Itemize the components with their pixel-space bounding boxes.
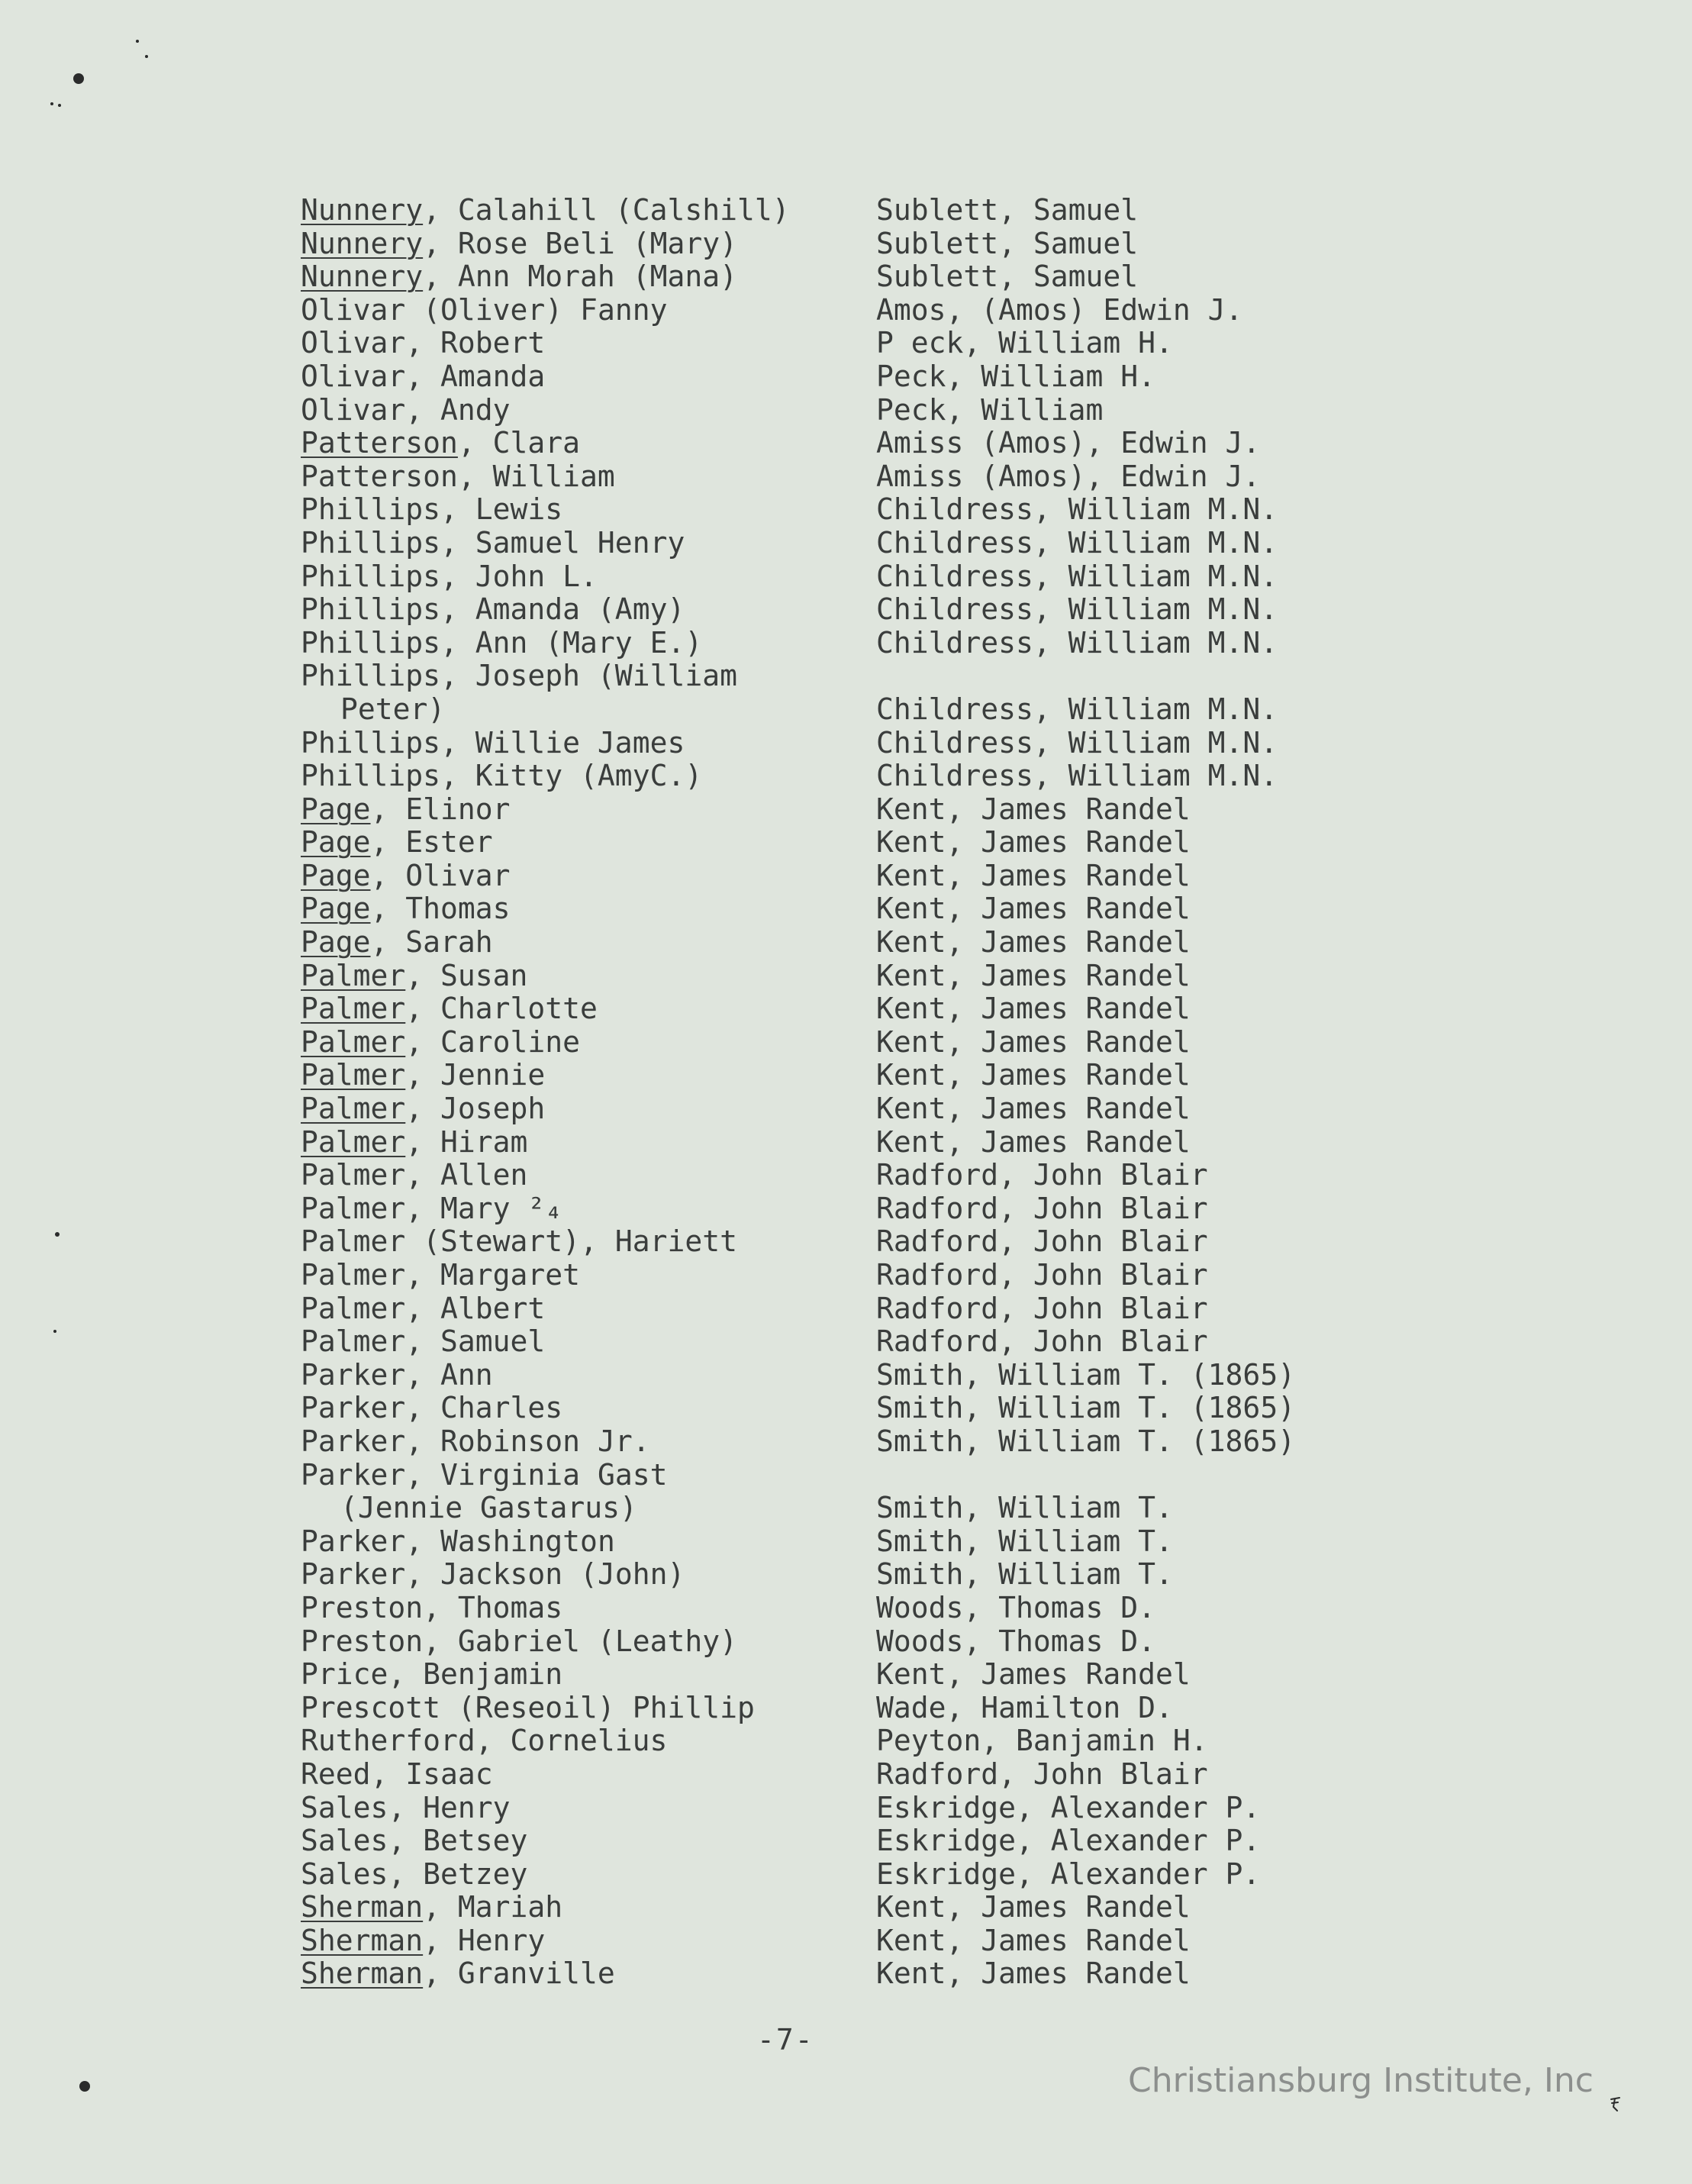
enslaved-person-name [301, 992, 598, 1026]
enslaved-person-name [301, 527, 685, 560]
roster-row [301, 1359, 1384, 1392]
enslaved-person-name [301, 1459, 667, 1492]
given-name: , Andy [405, 392, 511, 427]
surname: Palmer [301, 1324, 406, 1359]
roster-row [301, 760, 1384, 793]
roster-row [301, 660, 1384, 693]
surname: Parker [301, 1557, 406, 1592]
surname: Parker [301, 1357, 406, 1392]
roster-row [301, 1425, 1384, 1459]
surname: Palmer [301, 958, 406, 992]
surname: Prescott [301, 1690, 441, 1724]
given-name: , Jennie [405, 1058, 546, 1092]
given-name: (Oliver) Fanny [405, 292, 668, 327]
owner-name: Kent, James Randel [876, 992, 1191, 1026]
ink-speck [136, 40, 139, 43]
ink-speck [50, 102, 53, 105]
owner-name: Radford, John Blair [876, 1258, 1208, 1292]
given-name: , Olivar [370, 858, 511, 892]
surname: Olivar [301, 292, 406, 327]
owner-name: Childress, William M.N. [876, 592, 1278, 627]
roster-row [301, 960, 1384, 993]
given-name: , William [457, 459, 615, 493]
given-name: , Hiram [405, 1124, 528, 1159]
enslaved-person-name [301, 1824, 527, 1858]
given-name: , Willie James [440, 725, 685, 760]
roster-row [301, 1824, 1384, 1858]
surname: Olivar [301, 392, 406, 427]
surname: Page [301, 858, 371, 892]
given-name: , Allen [405, 1158, 528, 1192]
enslaved-person-name [301, 793, 511, 827]
surname: Phillips [301, 592, 441, 627]
enslaved-person-name [301, 1692, 755, 1725]
enslaved-person-name [301, 1658, 562, 1692]
owner-name: Smith, William T. (1865) [876, 1424, 1296, 1458]
given-name: (Jennie Gastarus) [340, 1491, 637, 1525]
given-name: Peter) [340, 692, 446, 726]
given-name: , Ann Morah (Mana) [423, 260, 737, 294]
owner-name: Kent, James Randel [876, 1058, 1191, 1092]
enslaved-person-name [301, 826, 493, 860]
surname: Olivar [301, 326, 406, 360]
roster-row [301, 1792, 1384, 1825]
owner-name: Kent, James Randel [876, 1657, 1191, 1692]
surname: Palmer [301, 1291, 406, 1325]
roster-row [301, 1957, 1384, 1991]
surname: Palmer [301, 1024, 406, 1059]
roster-row [301, 1558, 1384, 1592]
owner-name: Eskridge, Alexander P. [876, 1824, 1261, 1858]
enslaved-person-name [301, 1957, 615, 1991]
given-name: , Cornelius [475, 1724, 668, 1758]
roster-row [301, 1459, 1384, 1492]
surname: Palmer [301, 992, 406, 1026]
handwritten-mark-icon [1609, 2096, 1623, 2113]
owner-name: Kent, James Randel [876, 1923, 1191, 1957]
roster-row [301, 1192, 1384, 1226]
enslaved-person-name [301, 1525, 615, 1559]
enslaved-person-name [301, 427, 580, 460]
enslaved-person-name [301, 1724, 667, 1758]
owner-name: Kent, James Randel [876, 892, 1191, 926]
roster-row [301, 427, 1384, 460]
given-name: , Samuel [405, 1324, 546, 1359]
given-name: , Mary ²₄ [405, 1191, 563, 1225]
owner-name: Kent, James Randel [876, 825, 1191, 860]
ink-speck [73, 73, 84, 84]
enslaved-person-name [301, 360, 545, 394]
given-name: , Susan [405, 958, 528, 992]
owner-name: Woods, Thomas D. [876, 1590, 1156, 1624]
owner-name: P eck, William H. [876, 326, 1173, 360]
enslaved-person-name [301, 727, 685, 760]
roster-row [301, 1658, 1384, 1692]
owner-name: Kent, James Randel [876, 1124, 1191, 1159]
owner-name: Childress, William M.N. [876, 559, 1278, 593]
surname: Rutherford [301, 1724, 475, 1758]
surname: Phillips [301, 759, 441, 793]
roster-row [301, 1525, 1384, 1559]
archive-watermark: Christiansburg Institute, Inc [1128, 2061, 1594, 2100]
owner-name: Amiss (Amos), Edwin J. [876, 426, 1261, 460]
enslaved-person-name [301, 660, 737, 693]
owner-name: Amiss (Amos), Edwin J. [876, 459, 1261, 493]
surname: Reed [301, 1757, 371, 1791]
ink-speck [145, 55, 148, 58]
given-name: , Kitty (AmyC.) [440, 759, 703, 793]
enslaved-person-name [301, 194, 790, 227]
owner-name: Kent, James Randel [876, 1024, 1191, 1059]
enslaved-person-name [301, 960, 527, 993]
roster-row [301, 260, 1384, 294]
surname: Parker [301, 1524, 406, 1558]
enslaved-person-name [301, 1924, 545, 1958]
surname: Palmer [301, 1191, 406, 1225]
owner-name: Kent, James Randel [876, 858, 1191, 892]
enslaved-person-name [301, 1425, 650, 1459]
given-name: , Henry [423, 1923, 546, 1957]
given-name: , Mariah [423, 1890, 563, 1924]
roster-row [301, 560, 1384, 594]
given-name: , Robinson Jr. [405, 1424, 650, 1458]
given-name: , Betzey [388, 1857, 528, 1891]
enslaved-person-name [301, 1126, 527, 1160]
given-name: , Calahill (Calshill) [423, 193, 790, 227]
surname: Sales [301, 1790, 388, 1824]
surname: Parker [301, 1391, 406, 1425]
given-name: , Joseph (William [440, 659, 737, 693]
given-name: , Margaret [405, 1258, 581, 1292]
enslaved-person-name [301, 1026, 580, 1060]
surname: Phillips [301, 625, 441, 660]
roster-row [301, 1758, 1384, 1792]
surname: Parker [301, 1424, 406, 1458]
given-name: , Jackson (John) [405, 1557, 685, 1592]
owner-name: Kent, James Randel [876, 1957, 1191, 1991]
given-name: , Amanda (Amy) [440, 592, 685, 627]
given-name: , Robert [405, 326, 546, 360]
roster-row [301, 294, 1384, 327]
enslaved-person-name [301, 693, 445, 727]
surname: Palmer [301, 1158, 406, 1192]
enslaved-person-name [301, 627, 702, 660]
enslaved-person-name [301, 1159, 527, 1192]
given-name: , John L. [440, 559, 598, 593]
ink-speck [53, 1330, 56, 1333]
owner-name: Sublett, Samuel [876, 193, 1139, 227]
given-name: , Thomas [423, 1590, 563, 1624]
given-name: , Clara [457, 426, 581, 460]
enslaved-person-name [301, 860, 511, 893]
surname: Sherman [301, 1957, 424, 1991]
enslaved-person-name [301, 227, 737, 261]
surname: Palmer [301, 1258, 406, 1292]
roster-row [301, 992, 1384, 1026]
ink-speck [58, 104, 61, 107]
owner-name: Radford, John Blair [876, 1224, 1208, 1259]
surname: Patterson [301, 459, 458, 493]
surname: Preston [301, 1590, 424, 1624]
owner-name: Smith, William T. [876, 1524, 1173, 1558]
enslaved-person-name [301, 1292, 545, 1326]
roster-row [301, 1059, 1384, 1092]
surname: Palmer [301, 1058, 406, 1092]
given-name: , Virginia Gast [405, 1457, 668, 1492]
surname: Olivar [301, 359, 406, 393]
given-name: , Caroline [405, 1024, 581, 1059]
given-name: , Betsey [388, 1824, 528, 1858]
given-name: , Joseph [405, 1092, 546, 1126]
enslaved-person-name [301, 1392, 562, 1425]
roster-row [301, 693, 1384, 727]
given-name: , Granville [423, 1957, 615, 1991]
roster-row [301, 1625, 1384, 1659]
enslaved-person-name [301, 1792, 511, 1825]
owner-name: Kent, James Randel [876, 1890, 1191, 1924]
owner-name: Kent, James Randel [876, 1092, 1191, 1126]
roster-row [301, 627, 1384, 660]
roster-row [301, 1126, 1384, 1160]
enslaved-person-name [301, 493, 562, 527]
roster-row [301, 1692, 1384, 1725]
given-name: , Elinor [370, 792, 511, 826]
enslaved-person-name [301, 260, 737, 294]
given-name: , Ester [370, 825, 493, 860]
enslaved-person-name [301, 294, 667, 327]
enslaved-person-name [301, 1492, 637, 1525]
enslaved-person-name [301, 1758, 493, 1792]
enslaved-person-name [301, 1325, 545, 1359]
surname: Palmer [301, 1224, 406, 1259]
roster-row [301, 227, 1384, 261]
given-name: (Stewart), Hariett [405, 1224, 737, 1259]
surname: Palmer [301, 1092, 406, 1126]
owner-name: Peck, William H. [876, 359, 1156, 393]
enslaved-person-name [301, 1192, 562, 1226]
enslaved-person-name [301, 1225, 737, 1259]
given-name: , Sarah [370, 925, 493, 960]
roster-row [301, 394, 1384, 427]
surname: Nunnery [301, 260, 424, 294]
enslaved-person-name [301, 760, 702, 793]
owner-name: Radford, John Blair [876, 1757, 1208, 1791]
enslaved-person-name [301, 460, 615, 494]
owner-name: Eskridge, Alexander P. [876, 1790, 1261, 1824]
roster-row [301, 194, 1384, 227]
surname: Parker [301, 1457, 406, 1492]
roster-row [301, 826, 1384, 860]
enslaved-person-name [301, 892, 511, 926]
surname: Phillips [301, 492, 441, 527]
surname: Phillips [301, 725, 441, 760]
roster-row [301, 1292, 1384, 1326]
enslaved-person-name [301, 1259, 580, 1292]
roster-row [301, 1259, 1384, 1292]
owner-name: Smith, William T. [876, 1557, 1173, 1592]
roster-row [301, 327, 1384, 360]
given-name: , Samuel Henry [440, 525, 685, 560]
owner-name: Kent, James Randel [876, 792, 1191, 826]
surname: Page [301, 892, 371, 926]
enslaved-person-name [301, 926, 493, 960]
roster-row [301, 1724, 1384, 1758]
enslaved-person-name [301, 1891, 562, 1924]
given-name: , Ann [405, 1357, 493, 1392]
given-name: , Charles [405, 1391, 563, 1425]
given-name: , Benjamin [388, 1657, 563, 1692]
enslaved-person-name [301, 327, 545, 360]
given-name: , Henry [388, 1790, 511, 1824]
owner-name: Eskridge, Alexander P. [876, 1857, 1261, 1891]
roster-row [301, 593, 1384, 627]
surname: Preston [301, 1624, 424, 1658]
owner-name: Childress, William M.N. [876, 625, 1278, 660]
enslaved-person-name [301, 1059, 545, 1092]
enslaved-person-name [301, 1625, 737, 1659]
owner-name: Childress, William M.N. [876, 492, 1278, 527]
owner-name: Peck, William [876, 392, 1104, 427]
roster-row [301, 1858, 1384, 1892]
roster-row [301, 1492, 1384, 1525]
owner-name: Childress, William M.N. [876, 692, 1278, 726]
surname: Price [301, 1657, 388, 1692]
owner-name: Radford, John Blair [876, 1324, 1208, 1359]
given-name: , Lewis [440, 492, 563, 527]
surname: Sales [301, 1824, 388, 1858]
roster-row [301, 1225, 1384, 1259]
owner-name: Woods, Thomas D. [876, 1624, 1156, 1658]
surname: Phillips [301, 525, 441, 560]
given-name: , Ann (Mary E.) [440, 625, 703, 660]
surname: Patterson [301, 426, 458, 460]
surname: Page [301, 825, 371, 860]
roster-row [301, 1159, 1384, 1192]
roster-row [301, 1592, 1384, 1625]
given-name: , Washington [405, 1524, 615, 1558]
surname: Page [301, 792, 371, 826]
roster-row [301, 360, 1384, 394]
given-name: , Charlotte [405, 992, 598, 1026]
enslaved-person-name [301, 1592, 562, 1625]
roster-row [301, 892, 1384, 926]
enslaved-person-name [301, 394, 511, 427]
owner-name: Wade, Hamilton D. [876, 1690, 1173, 1724]
surname: Sales [301, 1857, 388, 1891]
roster-row [301, 1092, 1384, 1126]
given-name: , Gabriel (Leathy) [423, 1624, 737, 1658]
given-name: (Reseoil) Phillip [440, 1690, 755, 1724]
owner-name: Smith, William T. (1865) [876, 1357, 1296, 1392]
surname: Phillips [301, 659, 441, 693]
surname: Page [301, 925, 371, 960]
ink-speck [55, 1232, 60, 1237]
roster-row [301, 493, 1384, 527]
given-name: , Amanda [405, 359, 546, 393]
given-name: , Albert [405, 1291, 546, 1325]
surname: Nunnery [301, 193, 424, 227]
roster-row [301, 727, 1384, 760]
owner-name: Radford, John Blair [876, 1158, 1208, 1192]
enslaved-person-name [301, 560, 598, 594]
roster-row [301, 1026, 1384, 1060]
surname: Sherman [301, 1890, 424, 1924]
enslaved-person-name [301, 593, 685, 627]
enslaved-person-name [301, 1359, 493, 1392]
owner-name: Smith, William T. (1865) [876, 1391, 1296, 1425]
roster-row [301, 1325, 1384, 1359]
owner-name: Kent, James Randel [876, 925, 1191, 960]
surname: Nunnery [301, 226, 424, 260]
given-name: , Thomas [370, 892, 511, 926]
roster-row [301, 1891, 1384, 1924]
owner-name: Childress, William M.N. [876, 725, 1278, 760]
owner-name: Radford, John Blair [876, 1191, 1208, 1225]
ink-speck [79, 2081, 90, 2092]
enslaved-person-name [301, 1092, 545, 1126]
roster-row [301, 793, 1384, 827]
owner-name: Sublett, Samuel [876, 260, 1139, 294]
owner-name: Childress, William M.N. [876, 759, 1278, 793]
roster-row [301, 527, 1384, 560]
owner-name: Peyton, Banjamin H. [876, 1724, 1208, 1758]
owner-name: Amos, (Amos) Edwin J. [876, 292, 1243, 327]
surname: Palmer [301, 1124, 406, 1159]
owner-name: Radford, John Blair [876, 1291, 1208, 1325]
given-name: , Isaac [370, 1757, 493, 1791]
page-number: -7- [757, 2023, 814, 2057]
enslaved-person-name [301, 1858, 527, 1892]
surname: Sherman [301, 1923, 424, 1957]
owner-name: Kent, James Randel [876, 958, 1191, 992]
name-roster [301, 194, 1384, 1991]
roster-row [301, 860, 1384, 893]
roster-row [301, 460, 1384, 494]
owner-name: Sublett, Samuel [876, 226, 1139, 260]
roster-row [301, 1924, 1384, 1958]
given-name: , Rose Beli (Mary) [423, 226, 737, 260]
owner-name: Smith, William T. [876, 1491, 1173, 1525]
owner-name: Childress, William M.N. [876, 525, 1278, 560]
enslaved-person-name [301, 1558, 685, 1592]
surname: Phillips [301, 559, 441, 593]
roster-row [301, 926, 1384, 960]
roster-row [301, 1392, 1384, 1425]
